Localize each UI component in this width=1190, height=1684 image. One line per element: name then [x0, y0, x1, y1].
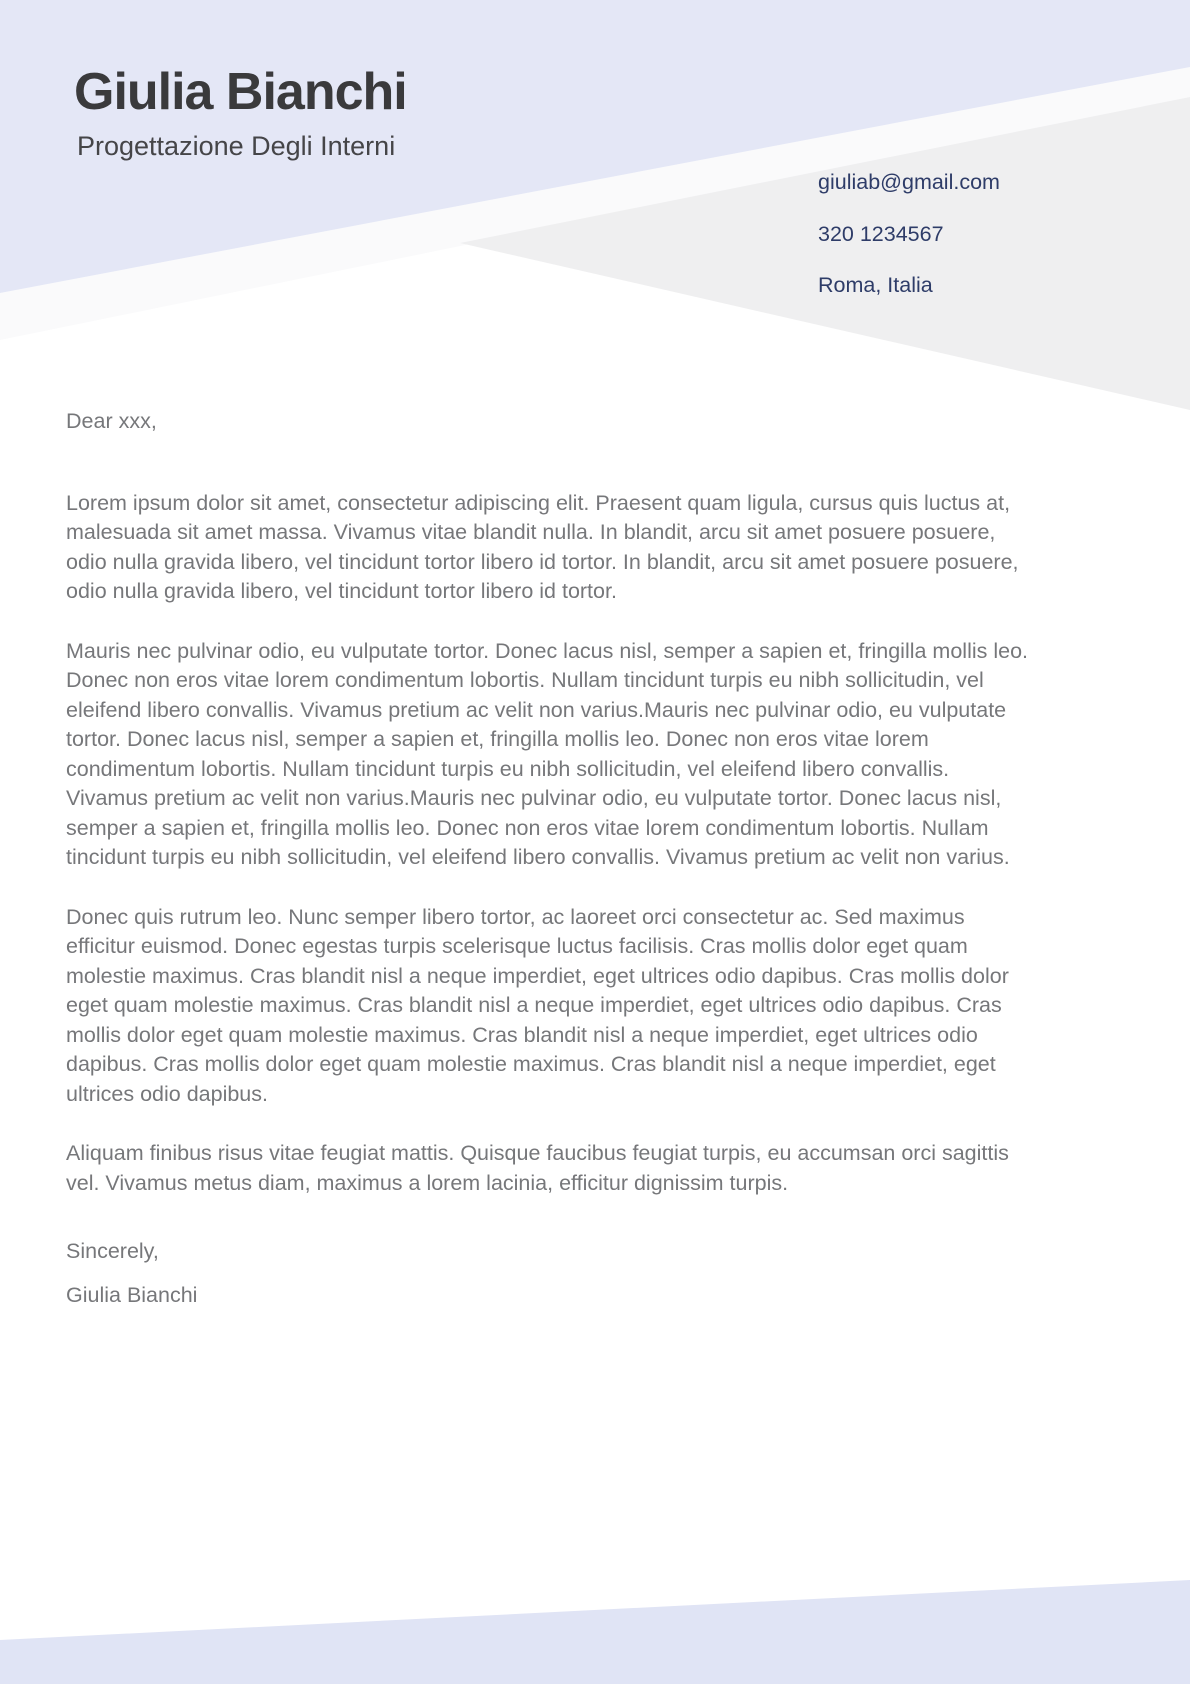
- letter-paragraph-3: Donec quis rutrum leo. Nunc semper libero tortor, ac laoreet orci consectetur ac. Sed maximus efficitur euismod. Donec egestas turpis scelerisque luctus facilisis. Cras mollis dolor eget quam molestie maximus. Cras blandit nisl a neque imperdiet, eget ultrices odio dapibus. Cras mollis dolor eget quam molestie maximus. Cras blandit nisl a neque imperdiet, eget ultrices odio dapibus. Cras mollis dolor eget quam molestie maximus. Cras blandit nisl a neque imperdiet, eget ultrices odio dapibus. Cras mollis dolor eget quam molestie maximus. Cras blandit nisl a neque imperdiet, eget ultrices odio dapibus.: [66, 904, 1009, 1106]
- letter-paragraph-1: Lorem ipsum dolor sit amet, consectetur adipiscing elit. Praesent quam ligula, cursus quis luctus at, malesuada sit amet massa. Vivamus vitae blandit nulla. In blandit, arcu sit amet posuere posuere, odio nulla gravida libero, vel tincidunt tortor libero id tortor. In blandit, arcu sit amet posuere posuere, odio nulla gravida libero, vel tincidunt tortor libero id tortor.: [66, 490, 1019, 603]
- contact-phone: 320 1234567: [818, 221, 944, 246]
- footer-band-shape: [0, 1580, 1190, 1684]
- contact-info: [818, 171, 1000, 326]
- contact-email: giuliab@gmail.com: [818, 170, 1000, 194]
- person-name: Giulia Bianchi: [74, 63, 407, 121]
- salutation: Dear xxx,: [66, 409, 157, 433]
- person-job-title: Progettazione Degli Interni: [77, 131, 396, 161]
- signature-name: Giulia Bianchi: [66, 1282, 198, 1307]
- letter-body: [66, 407, 1028, 1310]
- letter-paragraph-2: Mauris nec pulvinar odio, eu vulputate tortor. Donec lacus nisl, semper a sapien et, fringilla mollis leo. Donec non eros vitae lorem condimentum lobortis. Nullam tincidunt turpis eu nibh sollicitudin, vel eleifend libero convallis. Vivamus pretium ac velit non varius.Mauris nec pulvinar odio, eu vulputate tortor. Donec lacus nisl, semper a sapien et, fringilla mollis leo. Donec non eros vitae lorem condimentum lobortis. Nullam tincidunt turpis eu nibh sollicitudin, vel eleifend libero convallis. Vivamus pretium ac velit non varius.Mauris nec pulvinar odio, eu vulputate tortor. Donec lacus nisl, semper a sapien et, fringilla mollis leo. Donec non eros vitae lorem condimentum lobortis. Nullam tincidunt turpis eu nibh sollicitudin, vel eleifend libero convallis. Vivamus pretium ac velit non varius.: [66, 638, 1029, 869]
- closing: Sincerely,: [66, 1239, 159, 1263]
- contact-location: Roma, Italia: [818, 273, 933, 297]
- letter-paragraph-4: Aliquam finibus risus vitae feugiat mattis. Quisque faucibus feugiat turpis, eu accumsan orci sagittis vel. Vivamus metus diam, maximus a lorem lacinia, efficitur dignissim turpis.: [66, 1141, 1009, 1195]
